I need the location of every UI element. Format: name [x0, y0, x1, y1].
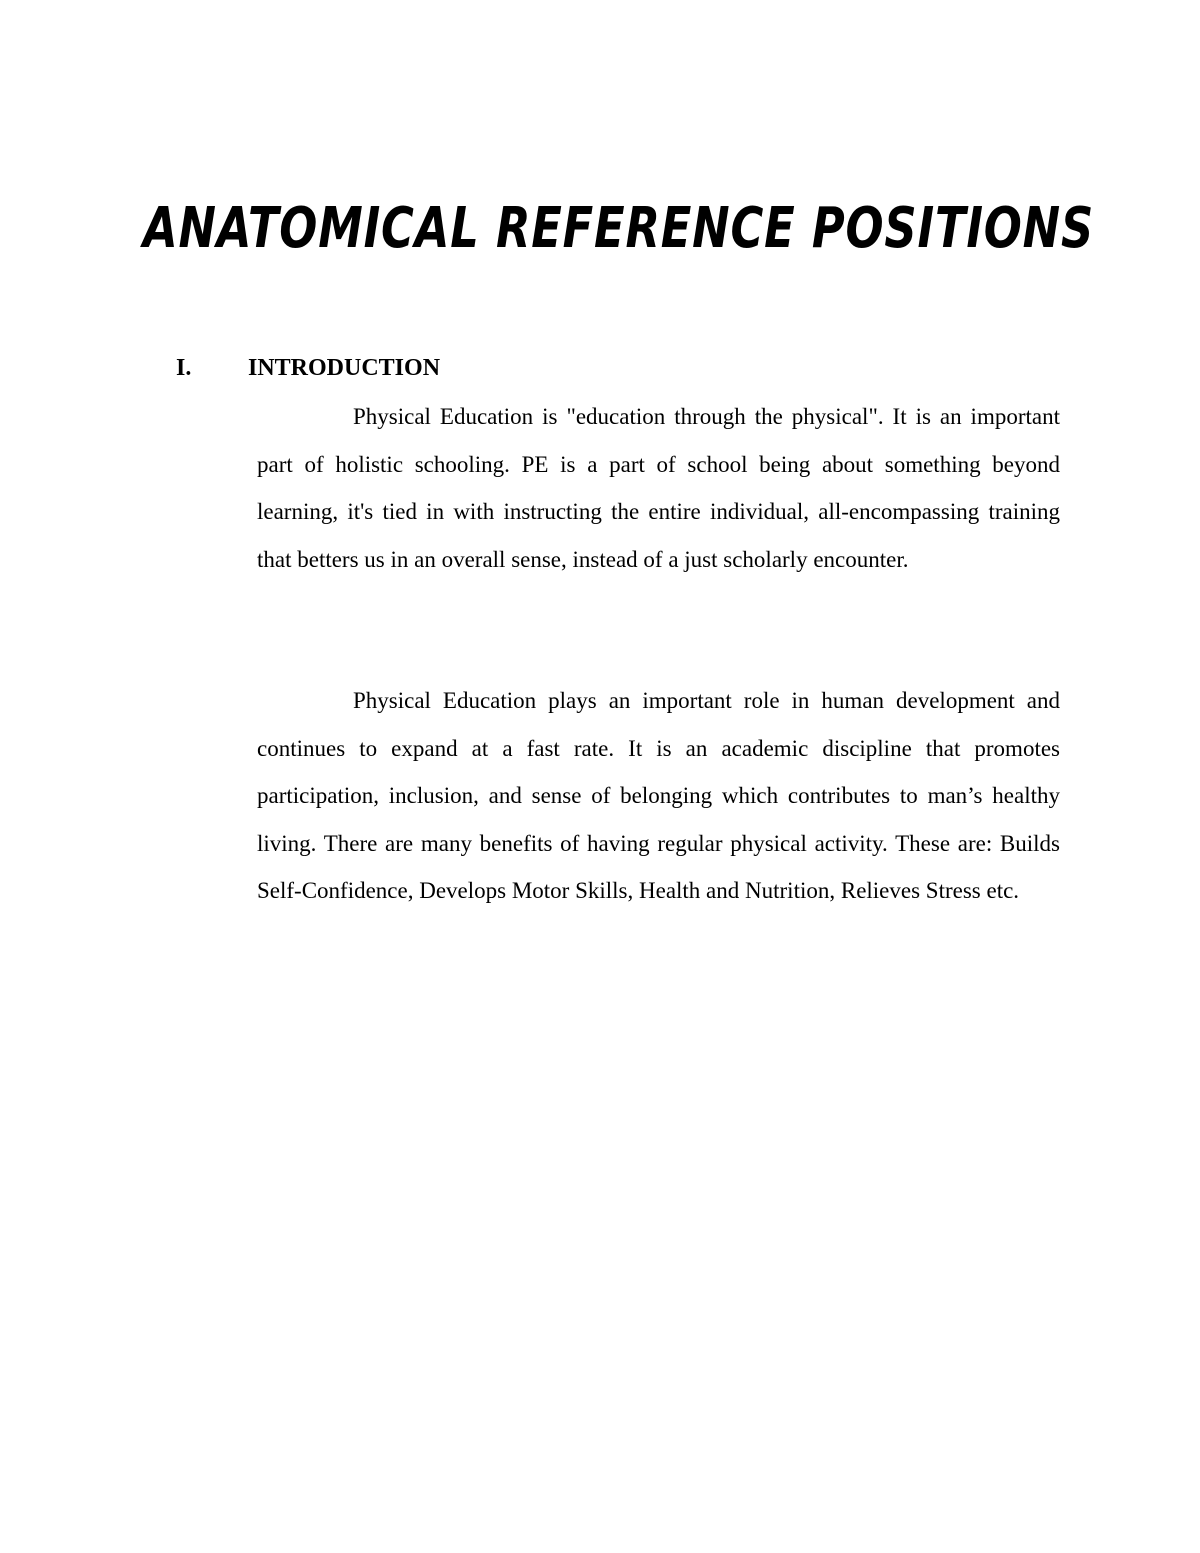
section-number: I.	[176, 355, 192, 381]
section-heading	[176, 352, 440, 384]
document-title: ANATOMICAL REFERENCE POSITIONS	[143, 196, 1095, 261]
section-title: INTRODUCTION	[248, 355, 441, 381]
intro-paragraph-2: Physical Education plays an important role in human development and continues to expand at a fast rate. It is an academic discipline that promotes participation, inclusion, and sense of belonging which contributes to man’s healthy living. There are many benefits of having regular physical activity. These are: Builds Self-Confidence, Develops Motor Skills, Health and Nutrition, Relieves Stress etc.	[257, 688, 1060, 903]
intro-paragraph-1: Physical Education is "education through the physical". It is an important part of holistic schooling. PE is a part of school being about something beyond learning, it's tied in with instructing the entire individual, all-encompassing training that betters us in an overall sense, instead of a just scholarly encounter.	[257, 404, 1060, 572]
